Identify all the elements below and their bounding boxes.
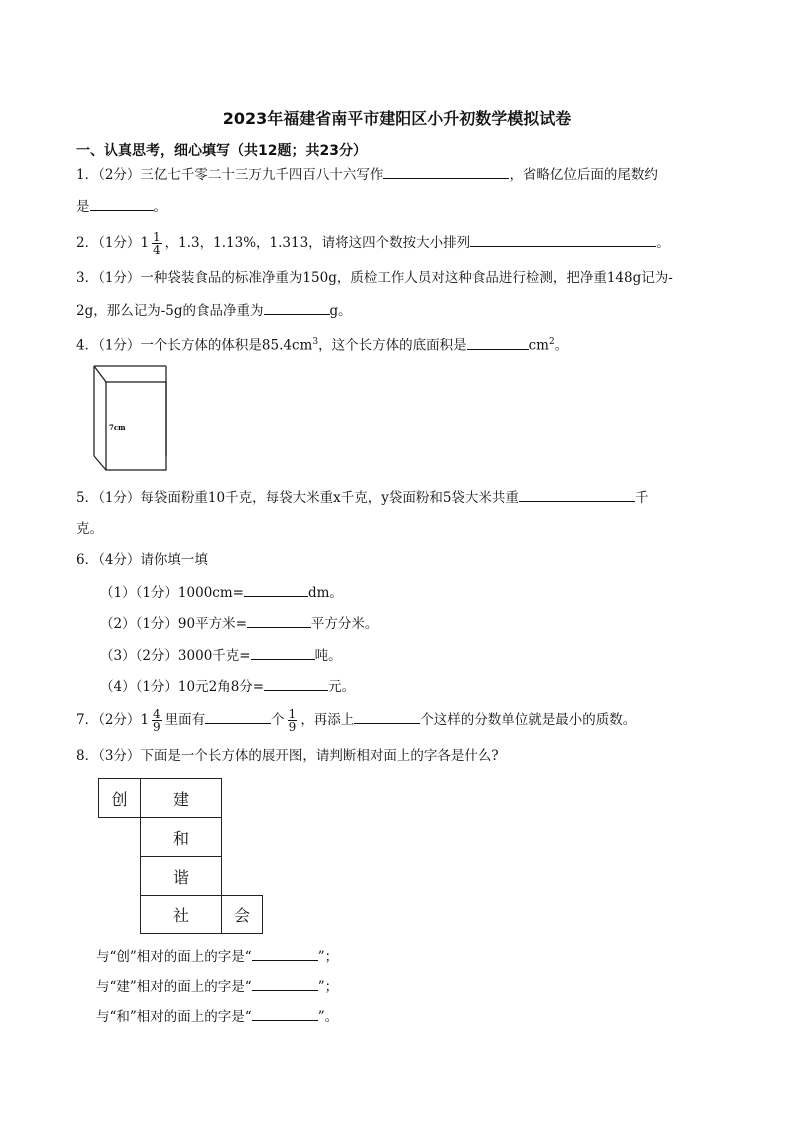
cuboid-figure	[92, 364, 172, 474]
question-6: 6．（4分）请你填一填	[76, 552, 208, 568]
question-6-item: （4）（1分）10元2角8分= 元。	[100, 676, 355, 697]
net-face: 创	[98, 778, 141, 818]
question-1-cont: 是 。	[76, 196, 167, 217]
question-7: 7．（2分）1 $\frac{4}{9}$ 里面有 个 $\frac{1}{9}$ ，再添上 个这样的分数单位就是最小的质数。	[76, 707, 637, 734]
question-5: 5．（1分）每袋面粉重10千克，每袋大米重x千克，y袋面粉和5袋大米共重 千	[76, 487, 648, 508]
question-5-cont: 克。	[76, 521, 103, 537]
answer-blank[interactable]	[205, 709, 271, 724]
answer-blank[interactable]	[383, 164, 509, 179]
height-label: 7cm	[109, 423, 126, 432]
answer-blank[interactable]	[244, 582, 308, 597]
page-title: 2023年福建省南平市建阳区小升初数学模拟试卷	[222, 109, 572, 128]
answer-blank[interactable]	[252, 1006, 318, 1021]
cuboid-net	[98, 778, 263, 934]
answer-line: 与“建”相对的面上的字是“ ”；	[96, 976, 338, 997]
question-6-item: （2）（1分）90平方米= 平方分米。	[100, 613, 378, 634]
section-heading: 一、认真思考，细心填写（共12题；共23分）	[76, 143, 367, 159]
question-6-item: （3）（2分）3000千克= 吨。	[100, 645, 342, 666]
question-3-cont: 2g，那么记为-5g的食品净重为 g。	[76, 300, 352, 321]
answer-blank[interactable]	[251, 645, 315, 660]
net-face: 社	[140, 895, 222, 934]
answer-blank[interactable]	[264, 676, 328, 691]
net-face: 会	[221, 895, 263, 934]
question-1: 1．（2分）三亿七千零二十三万九千四百八十六写作 ，省略亿位后面的尾数约	[76, 164, 658, 185]
answer-blank[interactable]	[90, 196, 154, 211]
question-6-item: （1）（1分）1000cm= dm。	[100, 582, 343, 603]
fraction: $\frac{1}{4}$	[153, 230, 161, 257]
answer-blank[interactable]	[252, 946, 318, 961]
answer-blank[interactable]	[247, 613, 311, 628]
answer-blank[interactable]	[519, 487, 635, 502]
answer-blank[interactable]	[252, 976, 318, 991]
answer-blank[interactable]	[470, 232, 656, 247]
question-8: 8．（3分）下面是一个长方体的展开图，请判断相对面上的字各是什么?	[76, 748, 499, 764]
answer-blank[interactable]	[354, 709, 420, 724]
fraction: $\frac{4}{9}$	[153, 707, 161, 734]
net-face: 和	[140, 817, 222, 857]
answer-blank[interactable]	[264, 300, 330, 315]
answer-blank[interactable]	[467, 335, 529, 350]
question-4: 4．（1分）一个长方体的体积是$85.4cm^3$，这个长方体的底面积是 $cm^2$。	[76, 332, 568, 356]
net-face: 建	[140, 778, 222, 818]
answer-line: 与“创”相对的面上的字是“ ”；	[96, 946, 338, 967]
answer-line: 与“和”相对的面上的字是“ ”。	[96, 1006, 338, 1027]
fraction: $\frac{1}{9}$	[288, 707, 297, 734]
question-2: 2．（1分）1 $\frac{1}{4}$ ，1.3，1.13%，1.313，请将这四个数按大小排列 。	[76, 230, 670, 257]
question-3: 3．（1分）一种袋装食品的标准净重为150g，质检工作人员对这种食品进行检测，把净重148g记为-	[76, 270, 673, 286]
net-face: 谐	[140, 856, 222, 896]
